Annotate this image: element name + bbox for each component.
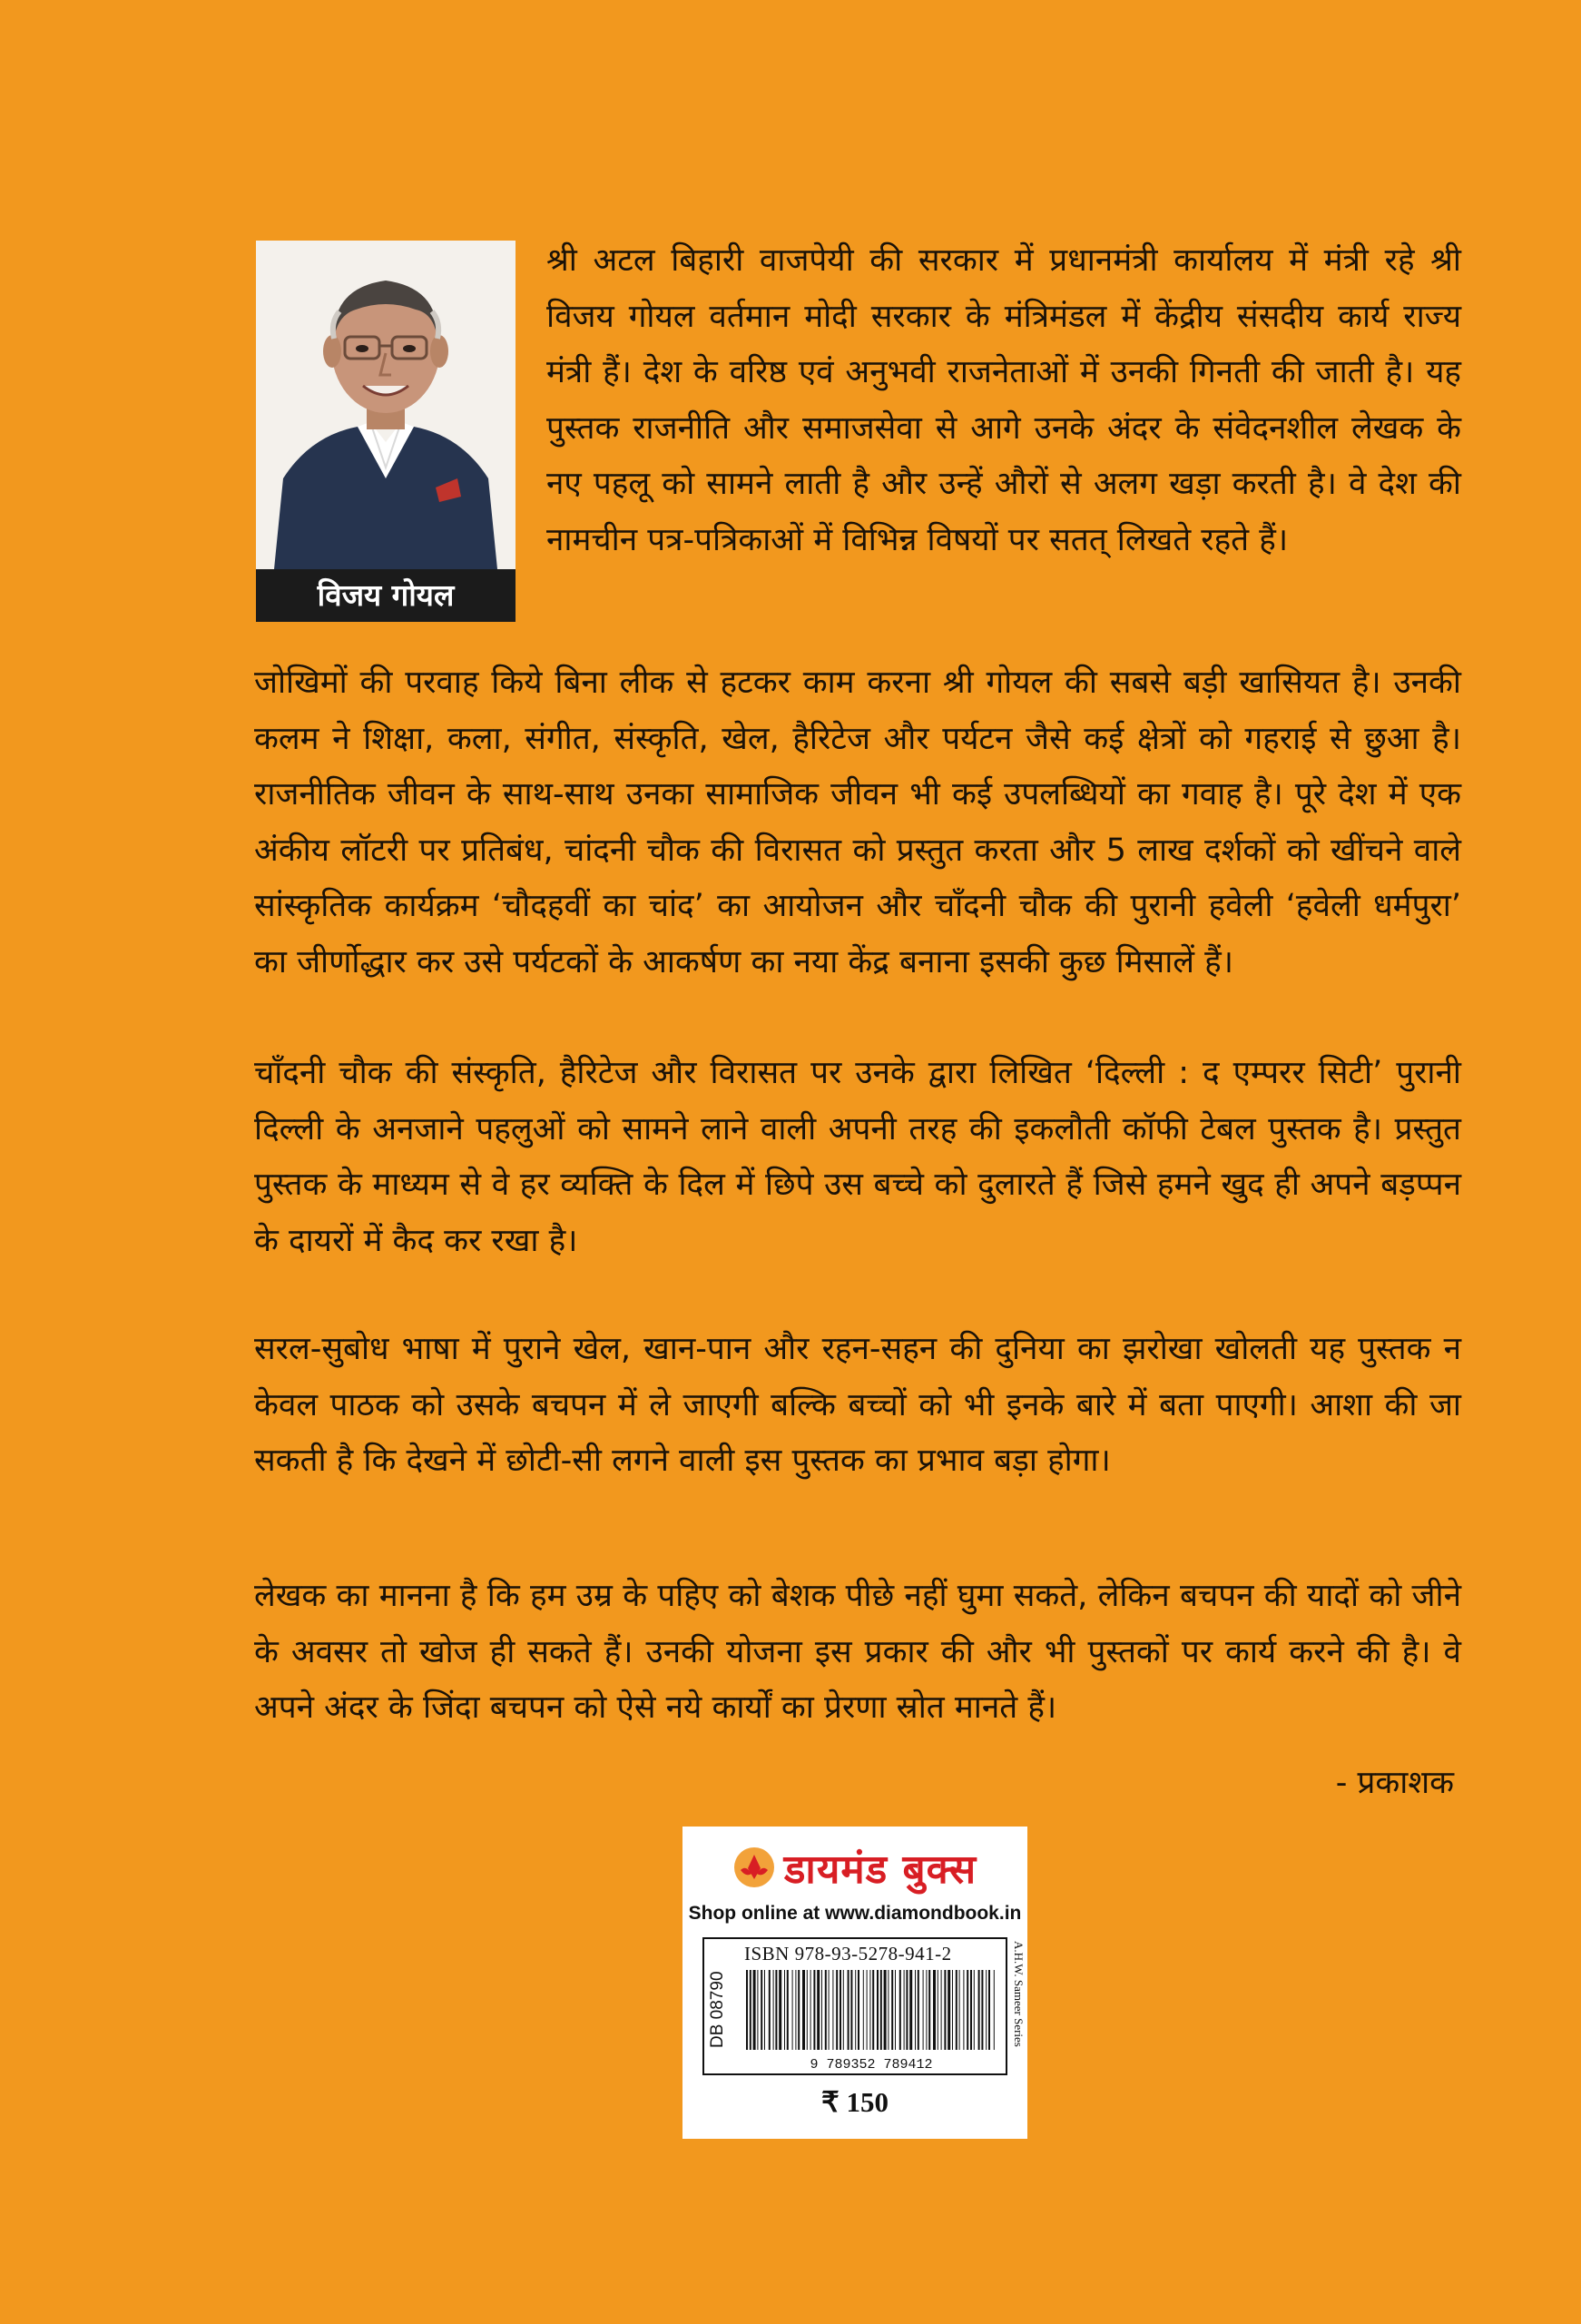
barcode-bar	[757, 1970, 758, 2050]
barcode-bar	[909, 1970, 912, 2050]
barcode-bar	[840, 1970, 841, 2050]
publisher-box	[682, 1827, 1027, 2139]
barcode-area	[702, 1937, 1007, 2075]
barcode-bar	[981, 1970, 983, 2050]
barcode-bar	[779, 1970, 781, 2050]
barcode-bar	[813, 1970, 815, 2050]
barcode-bar	[798, 1970, 800, 2050]
barcode-bar	[843, 1970, 844, 2050]
shop-online-text: Shop online at www.diamondbook.in	[688, 1903, 1022, 1924]
barcode-bar	[761, 1970, 762, 2050]
paragraph-author-intro: श्री अटल बिहारी वाजपेयी की सरकार में प्रधानमंत्री कार्यालय में मंत्री रहे श्री विजय गोयल वर्तमान मोदी सरकार के मंत्रिमंडल में केंद्रीय संसदीय कार्य राज्य मंत्री हैं। देश के वरिष्ठ एवं अनुभवी राजनेताओं में उनकी गिनती की जाती है। यह पुस्तक राजनीति और समाजसेवा से आगे उनके अंदर के संवेदनशील लेखक के नए पहलू को सामने लाती है और उन्हें औरों से अलग खड़ा करती है। वे देश की नामचीन पत्र-पत्रिकाओं में विभिन्न विषयों पर सतत् लिखते रहते हैं।	[546, 242, 1461, 558]
barcode-digits: 9 789352 789412	[810, 2057, 933, 2070]
barcode-bar	[944, 1970, 946, 2050]
barcode-bar	[787, 1970, 789, 2050]
diamond-lotus-icon	[733, 1846, 775, 1888]
isbn-text: ISBN 978-93-5278-941-2	[744, 1943, 952, 1965]
author-name-caption: विजय गोयल	[256, 569, 516, 622]
barcode-bar	[970, 1970, 972, 2050]
barcode-bar	[750, 1970, 751, 2050]
barcode-bar	[994, 1970, 995, 2050]
barcode-bar	[952, 1970, 953, 2050]
barcode-bar	[904, 1970, 905, 2050]
barcode-bar	[850, 1970, 852, 2050]
barcode-bar	[848, 1970, 849, 2050]
barcode-bar	[795, 1970, 796, 2050]
catalog-code: DB 08790	[708, 1971, 727, 2049]
barcode-bar	[884, 1970, 887, 2050]
barcode-bar	[974, 1970, 975, 2050]
paragraph-achievements: जोखिमों की परवाह किये बिना लीक से हटकर काम करना श्री गोयल की सबसे बड़ी खासियत है। उनकी कलम ने शिक्षा, कला, संगीत, संस्कृति, खेल, हैरिटेज और पर्यटन जैसे कई क्षेत्रों को गहराई से छुआ है। राजनीतिक जीवन के साथ-साथ उनका सामाजिक जीवन भी कई उपलब्धियों का गवाह है। पूरे देश में एक अंकीय लॉटरी पर प्रतिबंध, चांदनी चौक की विरासत को प्रस्तुत करता और 5 लाख दर्शकों को खींचने वाले सांस्कृतिक कार्यक्रम ‘चौदहवीं का चांद’ का आयोजन और चाँदनी चौक की पुरानी हवेली ‘हवेली धर्मपुरा’ का जीर्णोद्धार कर उसे पर्यटकों के आकर्षण का नया केंद्र बनाना इसकी कुछ मिसालें हैं।	[254, 665, 1461, 980]
barcode-bar	[877, 1970, 879, 2050]
price-label: ₹ 150	[821, 2086, 889, 2118]
barcode-bar	[746, 1970, 748, 2050]
barcode-bar	[802, 1970, 805, 2050]
barcode-bar	[888, 1970, 889, 2050]
barcode-bar	[817, 1970, 820, 2050]
barcode-bar	[753, 1970, 756, 2050]
barcode-bar	[773, 1970, 774, 2050]
barcode-bar	[792, 1970, 793, 2050]
barcode-bar	[895, 1970, 896, 2050]
barcode-bar	[829, 1970, 830, 2050]
barcode-bar	[923, 1970, 924, 2050]
author-portrait-illustration	[256, 241, 516, 569]
barcode-bar	[933, 1970, 936, 2050]
barcode-bar	[855, 1970, 856, 2050]
barcode-bar	[769, 1970, 771, 2050]
barcode-bar	[872, 1970, 874, 2050]
barcode-bar	[926, 1970, 927, 2050]
barcode-bar	[963, 1970, 964, 2050]
barcode-bar	[906, 1970, 908, 2050]
paragraph-book-summary: सरल-सुबोध भाषा में पुराने खेल, खान-पान और रहन-सहन की दुनिया का झरोखा खोलती यह पुस्तक न केवल पाठक को उसके बचपन में ले जाएगी बल्कि बच्चों को भी इनके बारे में बता पाएगी। आशा की जा सकती है कि देखने में छोटी-सी लगने वाली इस पुस्तक का प्रभाव बड़ा होगा।	[254, 1331, 1461, 1479]
series-name: A.H.W. Sameer Series	[1012, 1941, 1026, 2047]
barcode-bar	[775, 1970, 777, 2050]
barcode-bar	[832, 1970, 833, 2050]
barcode-bar	[928, 1970, 930, 2050]
barcode-bar	[941, 1970, 942, 2050]
barcode-bar	[836, 1970, 838, 2050]
author-photo	[256, 241, 516, 622]
barcode-graphic	[741, 1970, 1002, 2070]
barcode-bar	[915, 1970, 916, 2050]
barcode-bar	[899, 1970, 901, 2050]
publisher-logo	[682, 1836, 1027, 1899]
barcode-bar	[891, 1970, 893, 2050]
barcode-bar	[978, 1970, 980, 2050]
barcode-bar	[986, 1970, 987, 2050]
barcode-bar	[784, 1970, 785, 2050]
barcode-bar	[959, 1970, 960, 2050]
publisher-name: डायमंड बुक्स	[783, 1846, 977, 1893]
barcode-bar	[825, 1970, 827, 2050]
barcode-bar	[821, 1970, 822, 2050]
barcode-bar	[810, 1970, 811, 2050]
paragraph-delhi-book: चाँदनी चौक की संस्कृति, हैरिटेज और विरासत पर उनके द्वारा लिखित ‘दिल्ली : द एम्परर सिटी’ पुरानी दिल्ली के अनजाने पहलुओं को सामने लाने वाली अपनी तरह की इकलौती कॉफी टेबल पुस्तक है। प्रस्तुत पुस्तक के माध्यम से वे हर व्यक्ति के दिल में छिपे उस बच्चे को दुलारते हैं जिसे हमने खुद ही अपने बड़प्पन के दायरों में कैद कर रखा है।	[254, 1055, 1461, 1259]
publisher-signature: - प्रकाशक	[1335, 1765, 1454, 1801]
barcode-bar	[880, 1970, 882, 2050]
barcode-bar	[858, 1970, 859, 2050]
paragraph-author-view: लेखक का मानना है कि हम उम्र के पहिए को बेशक पीछे नहीं घुमा सकते, लेकिन बचपन की यादों को जीने के अवसर तो खोज ही सकते हैं। उनकी योजना इस प्रकार की और भी पुस्तकों पर कार्य करने की है। वे अपने अंदर के जिंदा बचपन को ऐसे नये कार्यों का प्रेरणा स्रोत मानते हैं।	[254, 1578, 1461, 1726]
barcode-bar	[764, 1970, 765, 2050]
barcode-bar	[948, 1970, 950, 2050]
barcode-bar	[918, 1970, 919, 2050]
barcode-bar	[869, 1970, 870, 2050]
barcode-bar	[867, 1970, 868, 2050]
barcode-bar	[807, 1970, 808, 2050]
barcode-bar	[863, 1970, 864, 2050]
barcode-bar	[988, 1970, 990, 2050]
barcode-bar	[956, 1970, 957, 2050]
barcode-bar	[967, 1970, 968, 2050]
